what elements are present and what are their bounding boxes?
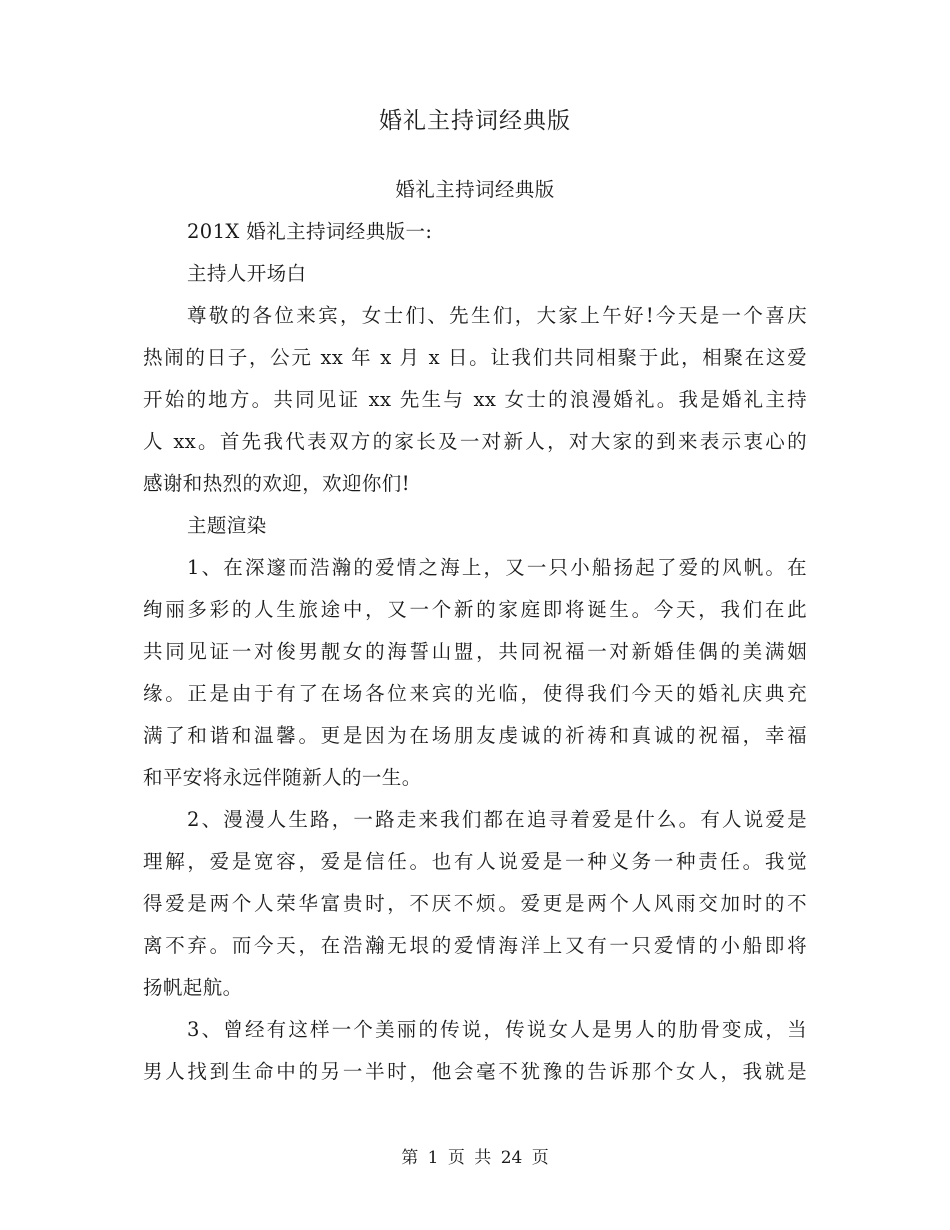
- paragraph-line: 男人找到生命中的另一半时，他会毫不犹豫的告诉那个女人，我就是: [143, 1060, 807, 1083]
- paragraph-line: 2、漫漫人生路，一路走来我们都在追寻着爱是什么。有人说爱是: [187, 808, 807, 831]
- section-heading: 主题渲染: [187, 514, 267, 537]
- section-heading: 主持人开场白: [187, 262, 307, 285]
- section-heading: 201X 婚礼主持词经典版一:: [187, 220, 433, 243]
- paragraph-line: 得爱是两个人荣华富贵时，不厌不烦。爱更是两个人风雨交加时的不: [143, 892, 807, 915]
- paragraph-line: 理解，爱是宽容，爱是信任。也有人说爱是一种义务一种责任。我觉: [143, 850, 807, 873]
- paragraph-line: 感谢和热烈的欢迎，欢迎你们!: [143, 472, 410, 495]
- paragraph-line: 人 xx。首先我代表双方的家长及一对新人，对大家的到来表示衷心的: [143, 430, 807, 453]
- paragraph-line: 热闹的日子，公元 xx 年 x 月 x 日。让我们共同相聚于此，相聚在这爱: [143, 346, 807, 369]
- paragraph-line: 绚丽多彩的人生旅途中，又一个新的家庭即将诞生。今天，我们在此: [143, 598, 807, 621]
- paragraph-line: 1、在深邃而浩瀚的爱情之海上，又一只小船扬起了爱的风帆。在: [187, 556, 807, 579]
- paragraph-line: 和平安将永远伴随新人的一生。: [143, 766, 422, 789]
- paragraph-line: 开始的地方。共同见证 xx 先生与 xx 女士的浪漫婚礼。我是婚礼主持: [143, 388, 807, 411]
- document-body: [143, 169, 807, 1093]
- subtitle: 婚礼主持词经典版: [395, 178, 555, 201]
- paragraph-line: 3、曾经有这样一个美丽的传说，传说女人是男人的肋骨变成，当: [187, 1018, 807, 1041]
- page-number: 第 1 页 共 24 页: [401, 1148, 549, 1168]
- paragraph-line: 尊敬的各位来宾，女士们、先生们，大家上午好!今天是一个喜庆: [187, 304, 807, 327]
- paragraph-line: 缘。正是由于有了在场各位来宾的光临，使得我们今天的婚礼庆典充: [143, 682, 807, 705]
- document-title: 婚礼主持词经典版: [379, 108, 571, 134]
- paragraph-line: 满了和谐和温馨。更是因为在场朋友虔诚的祈祷和真诚的祝福，幸福: [143, 724, 807, 747]
- paragraph-line: 共同见证一对俊男靓女的海誓山盟，共同祝福一对新婚佳偶的美满姻: [143, 640, 807, 663]
- paragraph-line: 离不弃。而今天，在浩瀚无垠的爱情海洋上又有一只爱情的小船即将: [143, 934, 807, 957]
- paragraph-line: 扬帆起航。: [143, 976, 243, 999]
